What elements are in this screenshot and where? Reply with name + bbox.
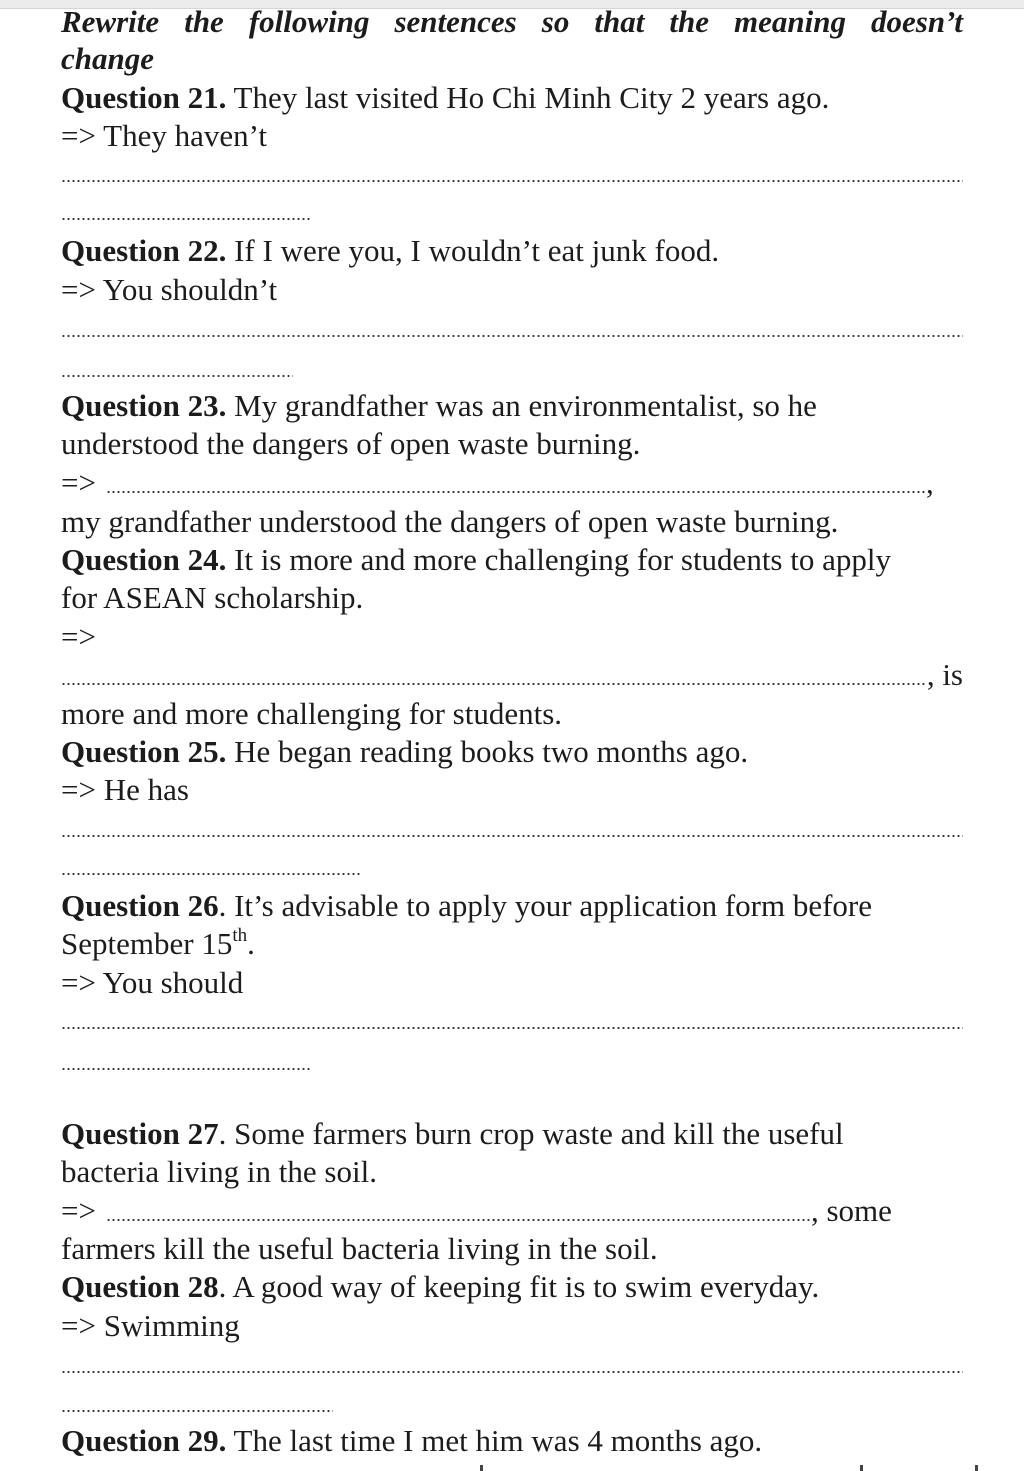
answer-line[interactable] [61,375,293,377]
question-27 [61,1115,963,1153]
heading-word: doesn’t [871,4,963,39]
question-text-continued: bacteria living in the soil. [61,1154,377,1189]
heading-word: Rewrite [61,4,160,39]
answer-line[interactable] [106,1219,811,1221]
question-label: Question 28 [61,1269,219,1304]
answer-line[interactable] [61,335,963,337]
answer-prompt: => [61,619,96,654]
answer-line[interactable] [61,835,963,837]
question-text-date: September 15 [61,926,233,961]
question-text: . Some farmers burn crop waste and kill the useful [218,1116,844,1151]
heading-word: that [594,4,645,39]
answer-prompt: => [61,1193,96,1228]
heading-word: meaning [734,4,847,39]
question-label: Question 29. [61,1423,227,1458]
question-text: . It’s advisable to apply your application form before [218,888,873,923]
heading-word: sentences [394,4,517,39]
question-label: Question 23. [61,388,227,423]
question-text: He began reading books two months ago. [226,734,749,769]
sentence-end: . [247,926,255,961]
question-label: Question 25. [61,734,227,769]
heading-word: the [669,4,710,39]
question-label: Question 22. [61,233,227,268]
answer-suffix: , some [810,1193,892,1228]
answer-line[interactable] [61,873,361,875]
instructions-heading-continuation: change [61,41,154,76]
answer-suffix: , is [926,657,963,692]
ordinal-suffix: th [232,925,248,946]
question-25 [61,733,963,771]
answer-line[interactable] [61,1371,963,1373]
heading-word: the [184,4,224,39]
answer-prompt: => Swimming [61,1308,240,1343]
answer-line[interactable] [61,683,927,685]
answer-line[interactable] [61,1027,963,1029]
answer-continuation: my grandfather understood the dangers of open waste burning. [61,504,839,539]
question-text: . A good way of keeping fit is to swim everyday. [218,1269,820,1304]
answer-row [61,656,963,694]
cropped-next-line [470,1465,990,1471]
answer-prompt: => [61,465,96,500]
question-text: If I were you, I wouldn’t eat junk food. [226,233,720,268]
heading-word: so [541,4,570,39]
answer-prompt: => You shouldn’t [61,272,278,307]
question-label: Question 24. [61,542,227,577]
answer-line[interactable] [61,1068,311,1070]
question-text: My grandfather was an environmentalist, so he [226,388,817,423]
answer-line[interactable] [106,491,926,493]
answer-row [61,464,963,502]
answer-prompt: => They haven’t [61,118,267,153]
answer-suffix: , [925,465,934,500]
question-text-continued: for ASEAN scholarship. [61,580,364,615]
question-26 [61,887,963,925]
answer-line[interactable] [61,180,963,182]
question-22 [61,232,963,270]
answer-continuation: more and more challenging for students. [61,696,563,731]
question-29 [61,1422,963,1460]
question-text: They last visited Ho Chi Minh City 2 years ago. [226,80,830,115]
answer-line[interactable] [61,218,311,220]
question-label: Question 21. [61,80,227,115]
answer-continuation: farmers kill the useful bacteria living in the soil. [61,1231,658,1266]
answer-row [61,1192,963,1230]
question-28 [61,1268,963,1306]
answer-prompt: => You should [61,965,244,1000]
heading-word: following [248,4,370,39]
question-21 [61,79,963,117]
question-text: The last time I met him was 4 months ago. [226,1423,763,1458]
question-23 [61,387,963,425]
answer-line[interactable] [61,1410,333,1412]
question-24 [61,541,963,579]
question-text-continued [61,925,963,963]
question-label: Question 26 [61,888,219,923]
question-text-continued: understood the dangers of open waste burning. [61,426,641,461]
question-text: It is more and more challenging for students to apply [226,542,891,577]
answer-prompt: => He has [61,772,189,807]
instructions-heading [61,3,963,41]
question-label: Question 27 [61,1116,219,1151]
